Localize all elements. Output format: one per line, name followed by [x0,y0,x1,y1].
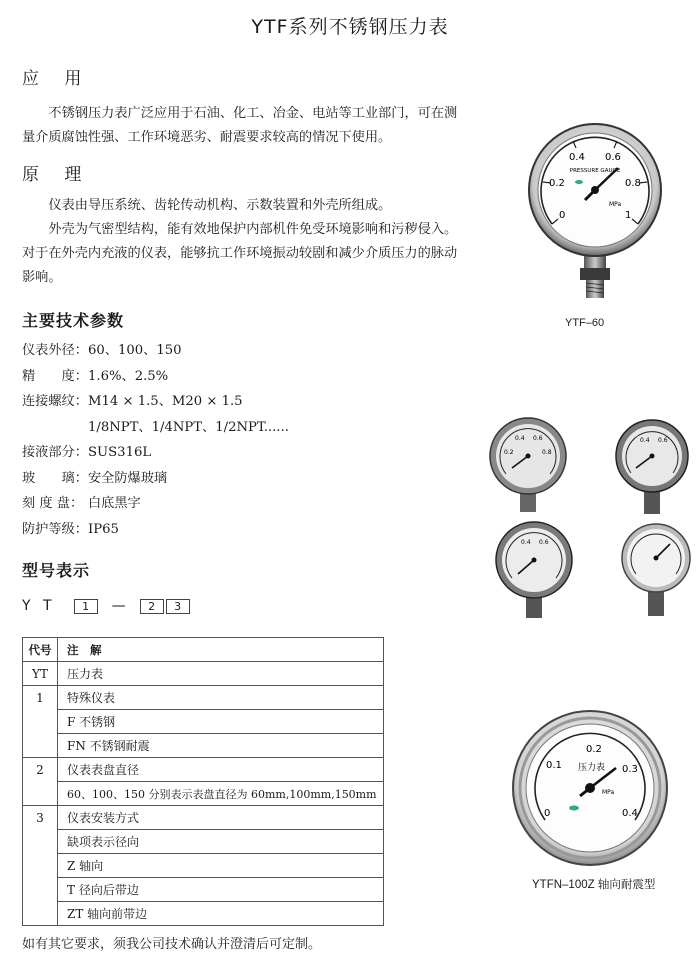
gauge1-label-1: 1 [625,210,632,221]
spec-key: 玻 璃： [22,470,88,486]
spec-value: 1/8NPT、1/4NPT、1/2NPT...... [88,419,289,435]
table-cell-code: 2 [23,758,58,782]
table-cell-code [23,710,58,734]
spec-value: 1.6%、2.5% [88,368,169,384]
table-row [23,878,384,902]
table-cell-note: 压力表 [58,662,384,686]
spec-key: 刻 度 盘： [22,496,84,511]
gauge-small-1-image [488,416,568,516]
table-row [23,806,384,830]
model-dash: — [111,598,126,614]
table-cell-code: 3 [23,806,58,830]
table-cell-note: Z 轴向 [58,854,384,878]
table-cell-note: 缺项表示径向 [58,830,384,854]
page-title: YTF系列不锈钢压力表 [251,16,449,38]
application-paragraph: 不锈钢压力表广泛应用于石油、化工、冶金、电站等工业部门，可在测量介质腐蚀性强、工作环境恶劣、耐震要求较高的情况下使用。 [22,106,458,145]
spec-value: 白底黑字 [88,496,141,511]
gauge1-unit: MPa [609,201,622,208]
model-prefix: Y T [22,598,56,614]
table-cell-code [23,878,58,902]
model-heading: 型号表示 [22,561,91,580]
spec-value: SUS316L [88,445,152,460]
spec-key: 防护等级： [22,521,88,537]
model-table [22,637,384,926]
small3-label: 0.6 [539,539,549,546]
gauge1-caption: YTF–60 [565,317,605,329]
small1-label: 0.6 [533,435,543,442]
small2-label: 0.6 [658,437,668,444]
table-row [23,686,384,710]
table-cell-code: 1 [23,686,58,710]
table-row [23,758,384,782]
spec-key: 连接螺纹： [22,394,88,409]
model-box-2: 2 [140,599,164,614]
spec-value: M14 × 1.5、M20 × 1.5 [88,394,243,409]
gauge3-unit: MPa [602,789,615,796]
table-cell-note: T 径向后带边 [58,878,384,902]
spec-row [22,491,442,517]
model-code [22,598,192,614]
footer-note: 如有其它要求，须我公司技术确认并澄清后可定制。 [22,937,322,952]
gauge1-label-0.6: 0.6 [605,152,621,163]
table-cell-note: 特殊仪表 [58,686,384,710]
gauge3-label-0.2: 0.2 [586,744,602,755]
gauge1-label-0.4: 0.4 [569,152,585,163]
spec-value: IP65 [88,521,119,537]
table-cell-code [23,830,58,854]
model-box-1: 1 [74,599,98,614]
gauge-small-2-image [612,418,692,518]
spec-key: 精 度： [22,368,88,384]
gauge3-label-0.4: 0.4 [622,808,638,819]
gauge-small-4-image [618,522,694,620]
table-row [23,734,384,758]
spec-row [22,466,442,492]
table-row [23,854,384,878]
gauge-ytfn100z-image [510,708,670,868]
small1-label: 0.2 [504,449,514,456]
application-heading: 应 用 [22,69,92,89]
table-cell-code: YT [23,662,58,686]
small3-label: 0.4 [521,539,531,546]
gauge1-dial-text: PRESSURE GAUGE [569,168,621,174]
table-cell-note: FN 不锈钢耐震 [58,734,384,758]
principle-paragraph-1: 仪表由导压系统、齿轮传动机构、示数装置和外壳所组成。 [48,198,392,213]
table-cell-code [23,734,58,758]
table-cell-note: 60、100、150 分别表示表盘直径为 60mm,100mm,150mm [58,782,384,806]
table-cell-code [23,902,58,926]
gauge-ytf60-image [525,120,665,305]
spec-key: 接液部分： [22,445,88,460]
gauge3-label-0.1: 0.1 [546,760,562,771]
spec-row [22,389,442,415]
table-row [23,902,384,926]
table-row [23,830,384,854]
gauge1-label-0.8: 0.8 [625,178,641,189]
small1-label: 0.4 [515,435,525,442]
gauge3-caption: YTFN–100Z 轴向耐震型 [532,879,656,891]
table-header-note: 注 解 [58,638,384,662]
spec-key: 仪表外径： [22,343,88,358]
table-cell-note: ZT 轴向前带边 [58,902,384,926]
spec-row [22,440,442,466]
principle-paragraph-2: 外壳为气密型结构，能有效地保护内部机件免受环境影响和污秽侵入。对于在外壳内充液的仪表，能够抗工作环境振动较剧和减少介质压力的脉动影响。 [22,222,458,285]
small2-label: 0.4 [640,437,650,444]
spec-row [22,415,442,441]
gauge3-label-0.3: 0.3 [622,764,638,775]
specs-list [22,338,442,542]
gauge3-label-0: 0 [544,808,551,819]
table-cell-note: F 不锈钢 [58,710,384,734]
model-box-3: 3 [166,599,190,614]
table-cell-note: 仪表表盘直径 [58,758,384,782]
table-header-code: 代号 [23,638,58,662]
principle-heading: 原 理 [22,165,92,185]
table-cell-note: 仪表安装方式 [58,806,384,830]
table-cell-code [23,854,58,878]
spec-row [22,338,442,364]
table-row [23,662,384,686]
gauge3-dial-text: 压力表 [578,763,606,773]
table-header-row [23,638,384,662]
table-row [23,710,384,734]
table-cell-code [23,782,58,806]
gauge1-label-0.2: 0.2 [549,178,565,189]
spec-row [22,364,442,390]
specs-heading: 主要技术参数 [22,311,125,330]
table-row [23,782,384,806]
gauge1-label-0: 0 [559,210,566,221]
spec-value: 安全防爆玻璃 [88,470,168,486]
spec-value: 60、100、150 [88,343,182,358]
small1-label: 0.8 [542,449,552,456]
spec-row [22,517,442,543]
gauge-small-3-image [494,520,574,620]
